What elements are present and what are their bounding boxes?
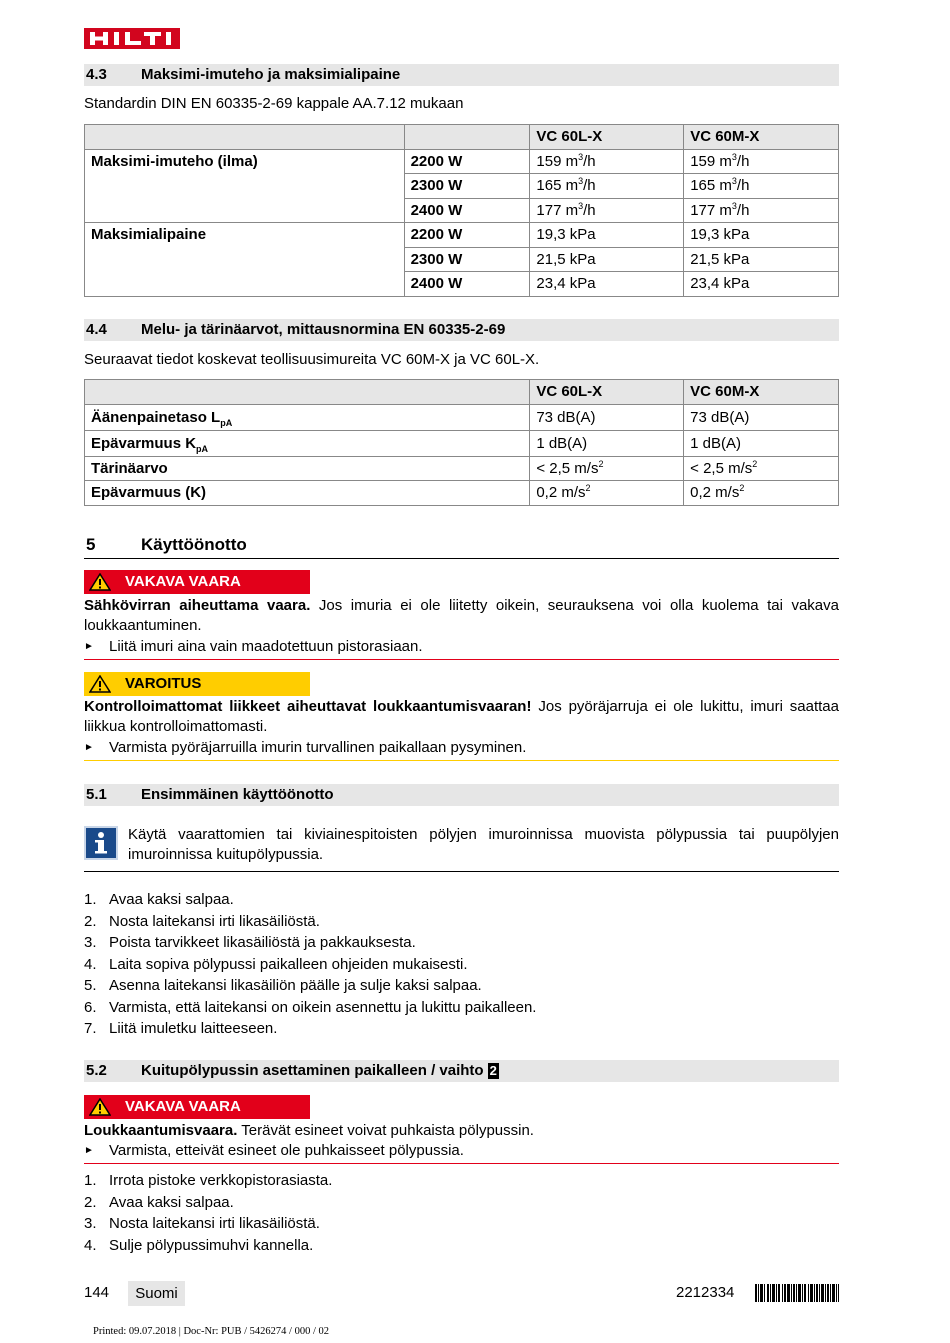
bullet-triangle-icon: ►	[84, 1145, 94, 1156]
value-cell: 23,4 kPa	[684, 272, 839, 297]
col-header: VC 60L-X	[530, 380, 684, 405]
danger-rule	[84, 1163, 839, 1164]
value-cell: 0,2 $m/s^2$	[530, 481, 684, 506]
page-number: 144	[84, 1284, 110, 1301]
power-cell: 2200 W	[404, 149, 530, 174]
figure-ref-badge: 2	[489, 1063, 497, 1078]
section-header-5-1	[84, 784, 839, 806]
section-title: Melu- ja tärinäarvot, mittausnormina EN 60335-2-69	[141, 321, 506, 338]
row-label: Epävarmuus (K)	[85, 481, 530, 506]
danger-label: VAKAVA VAARA	[84, 1095, 310, 1119]
section-number: 5.2	[86, 1062, 107, 1079]
row-group-label: Maksimi-imuteho (ilma)	[85, 149, 405, 223]
document-code: 2212334	[676, 1284, 735, 1301]
value-cell: 21,5 kPa	[684, 247, 839, 272]
chapter-number: 5	[86, 535, 96, 554]
warning-label: VAROITUS	[84, 672, 310, 696]
table-row	[85, 149, 839, 174]
section-header-4-3	[84, 64, 839, 86]
section-number: 5.1	[86, 786, 107, 803]
power-cell: 2200 W	[404, 223, 530, 248]
power-cell: 2300 W	[404, 174, 530, 199]
value-cell: 159 $m^3/h$	[530, 149, 684, 174]
row-group-label: Maksimialipaine	[85, 223, 405, 297]
hilti-logo	[84, 28, 180, 49]
language-label: Suomi	[128, 1281, 185, 1306]
row-label: Tärinäarvo	[85, 456, 530, 481]
value-cell: 165 $m^3/h$	[684, 174, 839, 199]
table-row	[85, 456, 839, 481]
section-title: Kuitupölypussin asettaminen paikalleen / vaihto 2	[141, 1062, 497, 1079]
danger-rule	[84, 659, 839, 660]
barcode	[755, 1284, 839, 1302]
value-cell: 73 dB(A)	[530, 404, 684, 430]
col-header: VC 60L-X	[530, 125, 684, 150]
table-row	[85, 430, 839, 456]
section-intro: Standardin DIN EN 60335-2-69 kappale AA.7.12 mukaan	[84, 95, 464, 112]
bullet-triangle-icon: ►	[84, 742, 94, 753]
col-header: VC 60M-X	[684, 380, 839, 405]
table-row	[85, 481, 839, 506]
section-title: Ensimmäinen käyttöönotto	[141, 786, 334, 803]
table-header-row	[85, 125, 839, 150]
power-cell: 2300 W	[404, 247, 530, 272]
section-intro: Seuraavat tiedot koskevat teollisuusimureita VC 60M-X ja VC 60L-X.	[84, 351, 540, 368]
value-cell: < 2,5 $m/s^2$	[684, 456, 839, 481]
row-label: Äänenpainetaso $L_{pA}$	[85, 404, 530, 430]
value-cell: < 2,5 $m/s^2$	[530, 456, 684, 481]
chapter-heading	[84, 534, 839, 559]
warning-text: Kontrolloimattomat liikkeet aiheuttavat loukkaantumisvaaran! Jos pyöräjarruja ei ole lukittu, imuri saattaa liikkua kontrolloimattomasti.	[84, 698, 839, 735]
value-cell: 19,3 kPa	[684, 223, 839, 248]
value-cell: 159 $m^3/h$	[684, 149, 839, 174]
value-cell: 21,5 kPa	[530, 247, 684, 272]
info-icon	[84, 826, 118, 860]
table-row	[85, 223, 839, 248]
bullet-triangle-icon: ►	[84, 641, 94, 652]
value-cell: 177 $m^3/h$	[684, 198, 839, 223]
power-cell: 2400 W	[404, 198, 530, 223]
value-cell: 19,3 kPa	[530, 223, 684, 248]
table-header-row	[85, 380, 839, 405]
warning-triangle-icon	[89, 1098, 111, 1116]
noise-vibration-table	[84, 379, 839, 506]
danger-label: VAKAVA VAARA	[84, 570, 310, 594]
section-number: 4.4	[86, 321, 107, 338]
value-cell: 1 dB(A)	[530, 430, 684, 456]
print-info: Printed: 09.07.2018 | Doc-Nr: PUB / 5426274 / 000 / 02	[93, 1326, 330, 1337]
value-cell: 23,4 kPa	[530, 272, 684, 297]
value-cell: 165 $m^3/h$	[530, 174, 684, 199]
value-cell: 73 dB(A)	[684, 404, 839, 430]
warning-triangle-icon	[89, 675, 111, 693]
chapter-title: Käyttöönotto	[141, 535, 247, 554]
value-cell: 0,2 $m/s^2$	[684, 481, 839, 506]
power-cell: 2400 W	[404, 272, 530, 297]
warning-triangle-icon	[89, 573, 111, 591]
section-header-4-4	[84, 319, 839, 341]
suction-pressure-table	[84, 124, 839, 297]
section-number: 4.3	[86, 66, 107, 83]
value-cell: 177 $m^3/h$	[530, 198, 684, 223]
info-text: Käytä vaarattomien tai kiviainespitoisten pölyjen imuroinnissa muovista pölypussia tai puupölyjen imuroinnissa kuitupölypussia.	[128, 826, 839, 863]
section-title: Maksimi-imuteho ja maksimialipaine	[141, 66, 401, 83]
danger-text: Sähkövirran aiheuttama vaara. Jos imuria ei ole liitetty oikein, seurauksena voi olla kuolema tai vakava loukkaantuminen.	[84, 597, 839, 634]
danger-text: Loukkaantumisvaara. Terävät esineet voivat puhkaista pölypussin.	[84, 1122, 534, 1139]
warning-rule	[84, 760, 839, 761]
info-rule	[84, 871, 839, 872]
col-header: VC 60M-X	[684, 125, 839, 150]
table-row	[85, 404, 839, 430]
section-header-5-2	[84, 1060, 839, 1082]
value-cell: 1 dB(A)	[684, 430, 839, 456]
row-label: Epävarmuus $K_{pA}$	[85, 430, 530, 456]
